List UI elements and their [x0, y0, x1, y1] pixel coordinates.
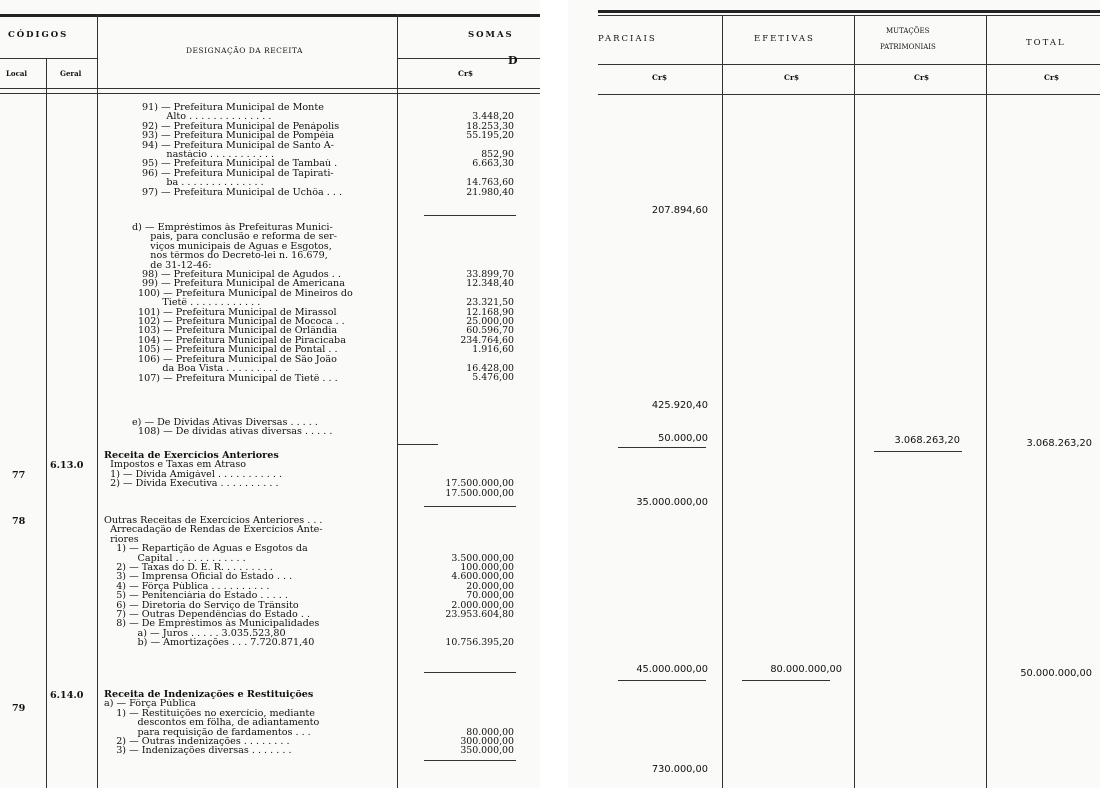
values-prefeituras-91-97 — [398, 103, 514, 197]
row-value — [398, 619, 514, 628]
codes-divider — [97, 14, 98, 788]
subtotal-rule — [424, 672, 516, 673]
row-label: 3) — Indenizações diversas . . . . . . . — [104, 746, 292, 756]
row-value: 17.500.000,00 — [445, 487, 514, 499]
subtotal-rule — [618, 447, 706, 448]
code-local-79: 79 — [12, 703, 26, 714]
total-value: 50.000.000,00 — [1020, 668, 1092, 679]
efetiva-value: 80.000.000,00 — [770, 664, 842, 675]
subtotal-rule — [874, 451, 962, 452]
header-geral: Geral — [60, 69, 82, 78]
row-label: 6) — Diretoria do Serviço de Trânsito — [104, 600, 299, 611]
row-label: 4) — Fôrça Pública . . . . . . . . . . — [104, 581, 270, 592]
left-ledger-page — [0, 0, 540, 788]
row-value: 70.000,00 — [466, 590, 514, 602]
short-rule — [398, 444, 438, 445]
row-value: 10.756.395,20 — [445, 637, 514, 649]
mutacao-value: 3.068.263,20 — [894, 435, 960, 446]
row-label: 95) — Prefeitura Municipal de Tambaú . — [142, 159, 338, 169]
header-bottom-rule — [598, 94, 1100, 95]
row-label: 3) — Imprensa Oficial do Estado . . . — [104, 572, 293, 582]
row-value: 3.448,20 — [472, 111, 514, 123]
block-indenizacoes — [104, 690, 394, 756]
row-label: a) — Juros . . . . . 3.035.523,80 — [104, 628, 286, 639]
row-value: 12.348,40 — [466, 278, 514, 290]
header-local: Local — [6, 69, 28, 78]
row-label: 101) — Prefeitura Municipal de Mirassol — [138, 307, 337, 318]
header-letter: D — [508, 54, 518, 67]
parcial-value: 35.000.000,00 — [636, 497, 708, 508]
row-value — [398, 690, 514, 699]
row-value: 5.476,00 — [472, 372, 514, 384]
row-value: 16.428,00 — [466, 362, 514, 374]
row-label: a) — Fôrça Pública — [104, 699, 196, 709]
row-label: para requisição de fardamentos . . . — [104, 727, 311, 738]
row-label: 103) — Prefeitura Municipal de Orlândia — [138, 326, 338, 336]
right-ledger-page — [568, 0, 1100, 788]
row-value — [398, 535, 514, 544]
row-value: 3.500.000,00 — [451, 552, 514, 564]
row-value: 2.000.000,00 — [451, 599, 514, 611]
row-label: 2) — Dívida Executiva . . . . . . . . . . — [104, 479, 279, 489]
row-value: 12.168,90 — [466, 306, 514, 318]
top-rule — [598, 10, 1100, 13]
row-value: 4.600.000,00 — [451, 571, 514, 583]
subtotal-rule — [424, 215, 516, 216]
row-value — [398, 242, 514, 251]
row-label: 106) — Prefeitura Municipal de São João — [138, 354, 337, 365]
header-somas: SOMAS — [468, 30, 514, 40]
row-label: 102) — Prefeitura Municipal de Mococa . . — [138, 317, 345, 327]
row-value: 18.253,30 — [466, 120, 514, 132]
efetivas-divider — [854, 15, 855, 788]
row-label: 2) — Taxas do D. E. R. . . . . . . . . — [104, 563, 273, 573]
somas-divider — [397, 58, 540, 59]
subtotal-rule — [618, 680, 706, 681]
subtotal-rule — [424, 760, 516, 761]
row-label: nos têrmos do Decreto-lei n. 16.679, — [132, 251, 328, 261]
row-label: nastácio . . . . . . . . . . . — [142, 150, 275, 160]
code-local-78: 78 — [12, 516, 26, 527]
row-value: 60.596,70 — [466, 325, 514, 337]
row-value — [398, 232, 514, 241]
parcial-value: 45.000.000,00 — [636, 664, 708, 675]
row-value: 21.980,40 — [466, 186, 514, 198]
row-label: d) — Empréstimos às Prefeituras Munici- — [132, 223, 333, 233]
row-label: 1) — Dívida Amigável . . . . . . . . . . . — [104, 469, 283, 480]
subtotal-rule — [424, 506, 516, 507]
row-label: e) — De Dívidas Ativas Diversas . . . . . — [132, 418, 318, 428]
currency-total: Cr$ — [1044, 73, 1060, 82]
row-value: 300.000,00 — [460, 735, 514, 747]
block-exercicios-anteriores — [104, 451, 394, 489]
values-outras-receitas — [398, 516, 514, 647]
row-label: 96) — Prefeitura Municipal de Tapirati- — [142, 168, 334, 179]
row-value — [398, 223, 514, 232]
row-label: 5) — Penitenciária do Estado . . . . . — [104, 591, 288, 601]
row-value: 80.000,00 — [466, 726, 514, 738]
row-value: 350.000,00 — [460, 745, 514, 757]
parcial-value: 207.894,60 — [651, 205, 708, 216]
header-bottom-rule-2 — [0, 93, 540, 94]
row-value — [398, 251, 514, 260]
header-designacao: DESIGNAÇÃO DA RECEITA — [186, 46, 303, 55]
row-label: Outras Receitas de Exercícios Anteriores . . . — [104, 516, 323, 526]
row-value — [398, 451, 514, 460]
row-label: 93) — Prefeitura Municipal de Pompéia — [142, 131, 335, 141]
header-parciais: PARCIAIS — [598, 34, 657, 44]
row-label: da Boa Vista . . . . . . . . . — [138, 364, 279, 374]
header-divider — [598, 64, 1100, 65]
row-label: riores — [104, 534, 139, 545]
values-exercicios-anteriores — [398, 451, 514, 498]
subtotal-rule — [742, 680, 830, 681]
code-local-77: 77 — [12, 470, 26, 481]
row-value: 1.916,60 — [472, 344, 514, 356]
block-dividas-ativas — [104, 418, 394, 437]
row-label: 108) — De dívidas ativas diversas . . . . . — [138, 427, 333, 437]
row-label: 105) — Prefeitura Municipal de Pontal . . — [138, 345, 338, 355]
row-value — [398, 460, 514, 469]
total-value: 3.068.263,20 — [1026, 438, 1092, 449]
row-label: Alto . . . . . . . . . . . . . . — [142, 112, 272, 122]
row-label: Tietê . . . . . . . . . . . . — [138, 298, 261, 308]
row-value — [398, 699, 514, 708]
row-label: 100) — Prefeitura Municipal de Mineiros do — [138, 288, 353, 299]
row-value — [398, 525, 514, 534]
header-currency: Cr$ — [458, 69, 474, 78]
row-label: 104) — Prefeitura Municipal de Piracicaba — [138, 335, 346, 346]
page-gutter — [540, 0, 568, 788]
row-label: 98) — Prefeitura Municipal de Agudos . . — [142, 270, 341, 280]
header-mutacoes: MUTAÇÕES — [886, 27, 930, 35]
row-label: 91) — Prefeitura Municipal de Monte — [142, 103, 324, 113]
parcial-value: 730.000,00 — [651, 764, 708, 775]
header-patrimoniais: PATRIMONIAIS — [880, 43, 936, 51]
row-label: 7) — Outras Dependências do Estado . . — [104, 610, 310, 620]
row-label: Capital . . . . . . . . . . . . — [104, 553, 246, 564]
parcial-value: 50.000,00 — [658, 433, 708, 444]
code-geral-6-13-0: 6.13.0 — [50, 460, 84, 471]
row-value: 33.899,70 — [466, 268, 514, 280]
row-label: 92) — Prefeitura Municipal de Penápolis — [142, 121, 340, 132]
row-value: 20.000,00 — [466, 580, 514, 592]
values-emprestimos-98-107 — [398, 223, 514, 383]
row-value: 852,90 — [481, 148, 514, 160]
code-geral-6-14-0: 6.14.0 — [50, 690, 84, 701]
row-label: 107) — Prefeitura Municipal de Tietê . . . — [138, 373, 338, 383]
local-geral-divider — [46, 58, 47, 788]
section-title: Receita de Indenizações e Restituições — [104, 690, 314, 700]
row-label: b) — Amortizações . . . 7.720.871,40 — [104, 638, 315, 648]
top-rule — [0, 14, 540, 17]
parcial-value: 425.920,40 — [651, 400, 708, 411]
row-value: 55.195,20 — [466, 130, 514, 142]
top-rule-2 — [598, 15, 1100, 16]
row-value: 23.953.604,80 — [445, 608, 514, 620]
row-label: 1) — Restituições no exercício, mediante — [104, 708, 315, 719]
row-value — [398, 516, 514, 525]
header-efetivas: EFETIVAS — [754, 34, 815, 44]
currency-efetivas: Cr$ — [784, 73, 800, 82]
row-label: 8) — De Empréstimos às Municipalidades — [104, 619, 320, 629]
row-label: 97) — Prefeitura Municipal de Uchôa . . . — [142, 187, 343, 198]
row-label: 1) — Repartição de Águas e Esgotos da — [104, 544, 308, 554]
row-label: Arrecadação de Rendas de Exercícios Ante- — [104, 525, 323, 535]
row-label: ba . . . . . . . . . . . . . . — [142, 178, 264, 188]
row-label: Impostos e Taxas em Atraso — [104, 460, 247, 470]
block-outras-receitas — [104, 516, 394, 648]
row-value: 23.321,50 — [466, 297, 514, 309]
row-label: descontos em fôlha, de adiantamento — [104, 718, 320, 728]
row-label: de 31-12-46: — [132, 260, 212, 271]
row-value — [398, 709, 514, 718]
row-value: 234.764,60 — [460, 334, 514, 346]
row-value: 17.500.000,00 — [445, 478, 514, 490]
row-label: viços municipais de Águas e Esgotos, — [132, 241, 332, 252]
header-total: TOTAL — [1026, 38, 1066, 48]
row-label: 2) — Outras indenizações . . . . . . . . — [104, 737, 290, 747]
row-label: pais, para conclusão e reforma de ser- — [132, 232, 337, 242]
row-value: 6.663,30 — [472, 158, 514, 170]
section-title: Receita de Exercícios Anteriores — [104, 451, 279, 461]
currency-parciais: Cr$ — [652, 73, 668, 82]
row-value: 100.000,00 — [460, 561, 514, 573]
header-bottom-rule — [0, 88, 540, 89]
row-label: 99) — Prefeitura Municipal de Americana — [142, 279, 345, 289]
currency-mutacoes: Cr$ — [914, 73, 930, 82]
block-emprestimos-98-107 — [104, 223, 394, 383]
row-value: 25.000,00 — [466, 315, 514, 327]
codigos-divider — [0, 58, 97, 59]
values-indenizacoes — [398, 690, 514, 756]
block-prefeituras-91-97 — [104, 103, 394, 197]
row-label: 94) — Prefeitura Municipal de Santo A- — [142, 140, 334, 151]
row-value: 14.763,60 — [466, 177, 514, 189]
header-codigos: CÓDIGOS — [8, 30, 69, 40]
